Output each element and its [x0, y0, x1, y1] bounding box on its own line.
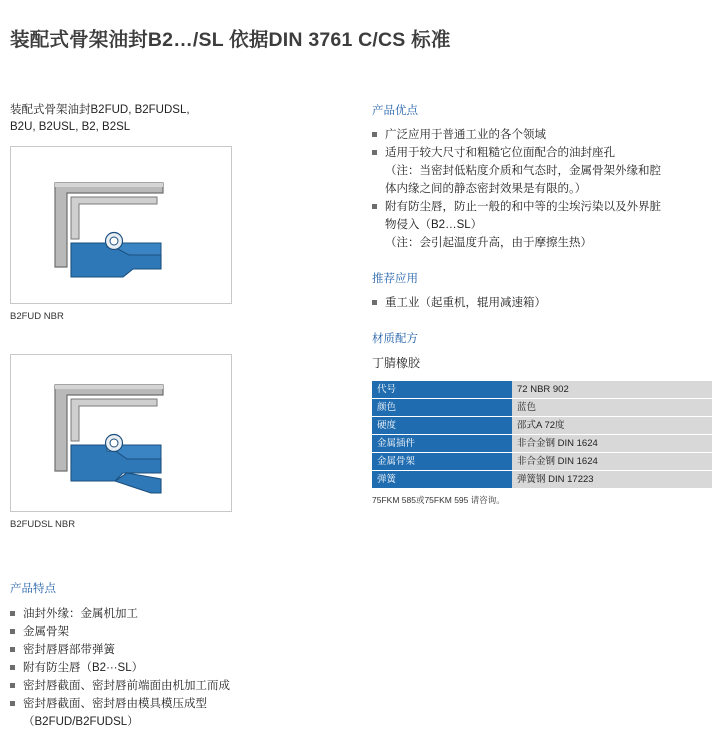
list-item-label: （注：会引起温度升高，由于摩擦生热） — [385, 237, 592, 249]
bullet-square-icon — [10, 629, 15, 634]
bullet-square-icon — [10, 683, 15, 688]
table-cell-key: 弹簧 — [372, 471, 512, 489]
list-item — [10, 605, 340, 623]
features-list — [10, 605, 340, 731]
bullet-square-icon — [372, 150, 377, 155]
right-column — [372, 102, 717, 524]
applications-heading: 推荐应用 — [372, 273, 418, 285]
table-note: 75FKM 585或75FKM 595 请咨询。 — [372, 495, 505, 505]
material-name: 丁腈橡胶 — [372, 356, 421, 370]
list-item-label: 密封唇唇部带弹簧 — [23, 644, 115, 656]
table-cell-value: 72 NBR 902 — [512, 381, 712, 399]
page-title: 装配式骨架油封B2…/SL 依据DIN 3761 C/CS 标准 — [10, 29, 451, 51]
table-row — [372, 435, 712, 453]
list-item — [372, 294, 717, 312]
bullet-square-icon — [372, 300, 377, 305]
material-heading: 材质配方 — [372, 333, 418, 345]
table-cell-key: 颜色 — [372, 399, 512, 417]
list-item-label: 金属骨架 — [23, 626, 69, 638]
advantages-block — [372, 102, 717, 252]
table-cell-value: 非合金钢 DIN 1624 — [512, 453, 712, 471]
list-item — [372, 216, 717, 234]
list-item-label: 油封外缘：金属机加工 — [23, 608, 138, 620]
table-row — [372, 417, 712, 435]
list-item-label: 体内缘之间的静态密封效果是有限的。） — [385, 183, 587, 195]
applications-list — [372, 294, 717, 312]
list-item-label: 附有防尘唇，防止一般的和中等的尘埃污染以及外界脏 — [385, 201, 661, 213]
table-row — [372, 471, 712, 489]
list-item-subnote — [10, 713, 340, 731]
list-item — [372, 144, 717, 162]
figure-b2fudsl — [10, 354, 232, 512]
figure-caption-b2fud: B2FUD NBR — [10, 311, 64, 322]
material-spec-table — [372, 381, 712, 488]
bullet-square-icon — [372, 132, 377, 137]
page-title-container — [10, 24, 715, 52]
list-item-label: 密封唇截面、密封唇前端面由机加工而成 — [23, 680, 230, 692]
figure-b2fud — [10, 146, 232, 304]
seal-cross-section-b2fud-icon — [11, 147, 231, 303]
bullet-square-icon — [10, 647, 15, 652]
advantages-list — [372, 126, 717, 252]
list-item-label: 广泛应用于普通工业的各个领域 — [385, 129, 546, 141]
advantages-heading: 产品优点 — [372, 105, 418, 117]
list-item — [372, 234, 717, 252]
list-item — [10, 695, 340, 713]
table-cell-key: 金属骨架 — [372, 453, 512, 471]
left-column — [10, 102, 310, 530]
table-cell-value: 非合金钢 DIN 1624 — [512, 435, 712, 453]
table-cell-key: 代号 — [372, 381, 512, 399]
applications-block — [372, 270, 717, 312]
table-cell-value: 弹簧钢 DIN 17223 — [512, 471, 712, 489]
list-item — [10, 623, 340, 641]
table-row — [372, 381, 712, 399]
list-item — [10, 659, 340, 677]
list-item-label: 密封唇截面、密封唇由模具模压成型 — [23, 698, 207, 710]
list-item-label: 附有防尘唇（B2···SL） — [23, 662, 144, 674]
figure-caption-b2fudsl: B2FUDSL NBR — [10, 519, 76, 530]
list-item — [372, 180, 717, 198]
table-row — [372, 399, 712, 417]
list-item — [372, 162, 717, 180]
bullet-square-icon — [372, 204, 377, 209]
features-section — [10, 580, 340, 731]
table-cell-value: 邵式A 72度 — [512, 417, 712, 435]
material-block — [372, 330, 717, 506]
list-item — [10, 677, 340, 695]
list-item-label: 适用于较大尺寸和粗糙它位面配合的油封座孔 — [385, 147, 615, 159]
table-cell-key: 硬度 — [372, 417, 512, 435]
bullet-square-icon — [10, 665, 15, 670]
table-row — [372, 453, 712, 471]
list-item-label: 物侵入（B2…SL） — [385, 219, 483, 231]
bullet-square-icon — [10, 701, 15, 706]
list-item — [10, 641, 340, 659]
table-cell-key: 金属插件 — [372, 435, 512, 453]
product-names: 装配式骨架油封B2FUD, B2FUDSL, B2U, B2USL, B2, B2SL — [10, 104, 190, 133]
list-item — [372, 198, 717, 216]
list-item-label: （B2FUD/B2FUDSL） — [23, 716, 139, 728]
list-item-label: （注：当密封低粘度介质和气态时，金属骨架外缘和腔 — [385, 165, 661, 177]
list-item — [372, 126, 717, 144]
bullet-square-icon — [10, 611, 15, 616]
list-item-label: 重工业（起重机，辊用减速箱） — [385, 297, 546, 309]
table-cell-value: 蓝色 — [512, 399, 712, 417]
features-heading: 产品特点 — [10, 583, 56, 595]
seal-cross-section-b2fudsl-icon — [11, 355, 231, 511]
